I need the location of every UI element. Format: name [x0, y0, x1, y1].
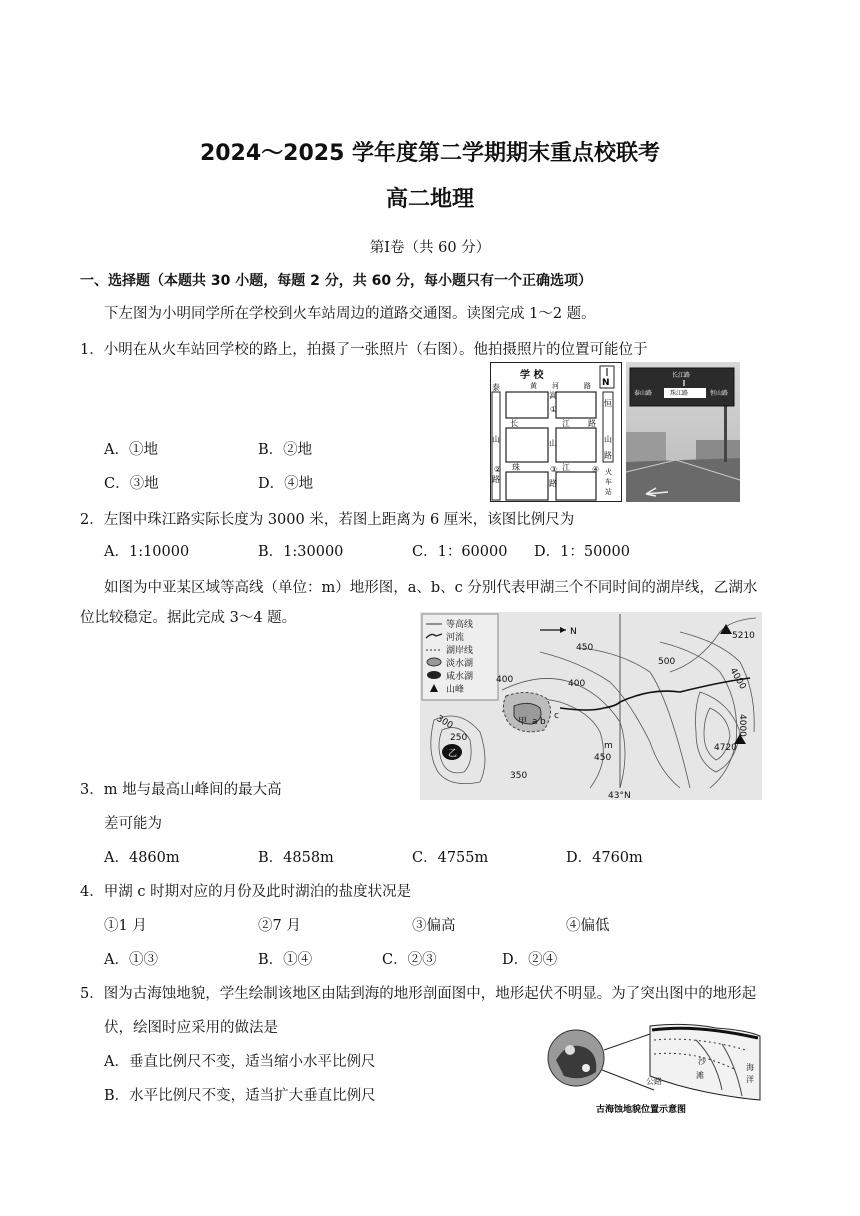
legend-saltwater-lake: 咸水湖: [446, 672, 474, 682]
q2-option-c[interactable]: C．1：60000: [412, 544, 508, 560]
group1-intro: 下左图为小明同学所在学校到火车站周边的道路交通图。读图完成 1～2 题。: [104, 306, 596, 322]
road-label: 山: [492, 435, 500, 444]
contour-label: 500: [658, 657, 676, 667]
road-label: 江: [562, 463, 570, 472]
q5-option-a[interactable]: A．垂直比例尺不变，适当缩小水平比例尺: [104, 1054, 376, 1070]
north-label: N: [570, 627, 577, 637]
road-map-figure: [490, 362, 622, 502]
sign-left-label: 泰山路: [634, 390, 653, 397]
legend-contour: 等高线: [446, 620, 474, 630]
q2-stem: 2．左图中珠江路实际长度为 3000 米，若图上距离为 6 厘米，该图比例尺为: [80, 512, 575, 528]
sign-right-label: 恒山路: [710, 390, 729, 397]
q4-option-b[interactable]: B．①④: [258, 952, 313, 968]
location-marker: ②: [494, 465, 502, 474]
q4-stem: 4．甲湖 c 时期对应的月份及此时湖泊的盐度状况是: [80, 884, 412, 900]
peak-elevation-label: 4720: [714, 743, 737, 753]
legend-freshwater-lake: 淡水湖: [446, 659, 474, 669]
lake-yi-label: 乙: [448, 749, 458, 759]
road-label: 泰: [492, 383, 500, 392]
group2-intro-line1: 如图为中亚某区域等高线（单位：m）地形图，a、b、c 分别代表甲湖三个不同时间的湖岸线，乙湖水: [104, 580, 758, 596]
legend-river: 河流: [446, 633, 465, 643]
exam-title: 2024～2025 学年度第二学期期末重点校联考: [199, 141, 661, 166]
contour-label: 250: [450, 733, 468, 743]
q4-statement-2: ②7 月: [258, 918, 301, 934]
q4-statement-1: ①1 月: [104, 918, 147, 934]
sign-mid-label: 珠江路: [670, 390, 689, 397]
subject-title: 高二地理: [385, 187, 474, 212]
shoreline-b-label: b: [540, 717, 546, 727]
q1-option-d[interactable]: D．④地: [258, 476, 314, 492]
road-label: 黄: [530, 382, 537, 390]
road-label: 路: [604, 451, 612, 460]
road-label: 长: [510, 419, 518, 428]
q4-statement-4: ④偏低: [566, 918, 610, 934]
contour-label: 300: [434, 713, 455, 732]
q5-option-b[interactable]: B．水平比例尺不变，适当扩大垂直比例尺: [104, 1088, 376, 1104]
contour-label: 450: [576, 643, 594, 653]
peak-elevation-label: 5210: [732, 631, 755, 641]
contour-label: 400: [496, 675, 514, 685]
road-label: ③: [550, 465, 558, 474]
ocean-label: 洋: [746, 1075, 754, 1084]
q2-option-b[interactable]: B．1:30000: [258, 544, 344, 560]
q3-option-d[interactable]: D．4760m: [566, 850, 643, 866]
q4-option-a[interactable]: A．①③: [104, 952, 158, 968]
location-marker: ④: [592, 465, 600, 474]
contour-label: 4000: [727, 666, 748, 692]
road-label: 路: [584, 382, 591, 390]
latitude-label: 43°N: [608, 791, 631, 800]
q4-statement-3: ③偏高: [412, 918, 456, 934]
beach-label: 滩: [696, 1071, 704, 1080]
q4-option-d[interactable]: D．②④: [502, 952, 558, 968]
road-label: 路: [492, 475, 500, 484]
road-label: 路: [588, 419, 596, 428]
station-label: 火: [605, 468, 612, 476]
q1-stem: 1．小明在从火车站回学校的路上，拍摄了一张照片（右图）。他拍摄照片的位置可能位于: [80, 342, 648, 358]
contour-label: 350: [510, 771, 528, 781]
figure-caption: 古海蚀地貌位置示意图: [596, 1105, 687, 1115]
station-label: 站: [605, 488, 612, 496]
contour-label: 4000: [737, 714, 747, 737]
q3-stem-line2: 差可能为: [104, 816, 162, 832]
road-label: 路: [549, 479, 557, 488]
q5-stem-line2: 伏，绘图时应采用的做法是: [104, 1020, 278, 1036]
q3-option-b[interactable]: B．4858m: [258, 850, 334, 866]
road-sign-photo: [626, 362, 740, 502]
shoreline-c-label: c: [554, 711, 559, 721]
location-marker: ①: [550, 405, 558, 414]
part-title: 第Ⅰ卷（共 60 分）: [369, 240, 491, 256]
contour-map-figure: [420, 612, 762, 800]
road-label: 公路: [646, 1077, 662, 1086]
road-label: 山: [604, 435, 612, 444]
contour-label: 450: [594, 753, 612, 763]
road-label: 山: [549, 439, 557, 448]
q1-option-a[interactable]: A．①地: [104, 442, 158, 458]
road-label: 恒: [604, 399, 612, 408]
sand-label: 沙: [698, 1057, 706, 1066]
road-label: 河: [552, 382, 559, 390]
q4-option-c[interactable]: C．②③: [382, 952, 437, 968]
lake-jia-label: 甲: [518, 717, 528, 727]
school-label: 学 校: [520, 370, 544, 381]
q1-option-b[interactable]: B．②地: [258, 442, 313, 458]
sea-erosion-figure: [546, 1020, 762, 1116]
shoreline-a-label: a: [532, 717, 538, 727]
q1-option-c[interactable]: C．③地: [104, 476, 159, 492]
q2-option-a[interactable]: A．1:10000: [104, 544, 190, 560]
ocean-label: 海: [746, 1063, 754, 1072]
q3-option-a[interactable]: A．4860m: [104, 850, 180, 866]
q2-option-d[interactable]: D．1：50000: [534, 544, 630, 560]
road-label: 江: [562, 419, 570, 428]
q3-option-c[interactable]: C．4755m: [412, 850, 489, 866]
section-heading: 一、选择题（本题共 30 小题，每题 2 分，共 60 分，每小题只有一个正确选项）: [80, 273, 592, 289]
sign-top-label: 长江路: [672, 372, 691, 379]
station-label: 车: [605, 478, 612, 486]
road-label: 珠: [512, 463, 520, 472]
q3-stem-line1: 3．m 地与最高山峰间的最大高: [80, 782, 282, 798]
legend-shoreline: 湖岸线: [446, 646, 474, 656]
q5-stem-line1: 5．图为古海蚀地貌，学生绘制该地区由陆到海的地形剖面图中，地形起伏不明显。为了突出图中的地形起: [80, 986, 757, 1002]
contour-label: 400: [568, 679, 586, 689]
group2-intro-line2: 位比较稳定。据此完成 3～4 题。: [80, 610, 297, 626]
legend-peak: 山峰: [446, 685, 465, 695]
road-label: 嵩: [549, 391, 557, 400]
north-arrow-label: N: [602, 378, 610, 388]
point-m-label: m: [604, 741, 613, 751]
